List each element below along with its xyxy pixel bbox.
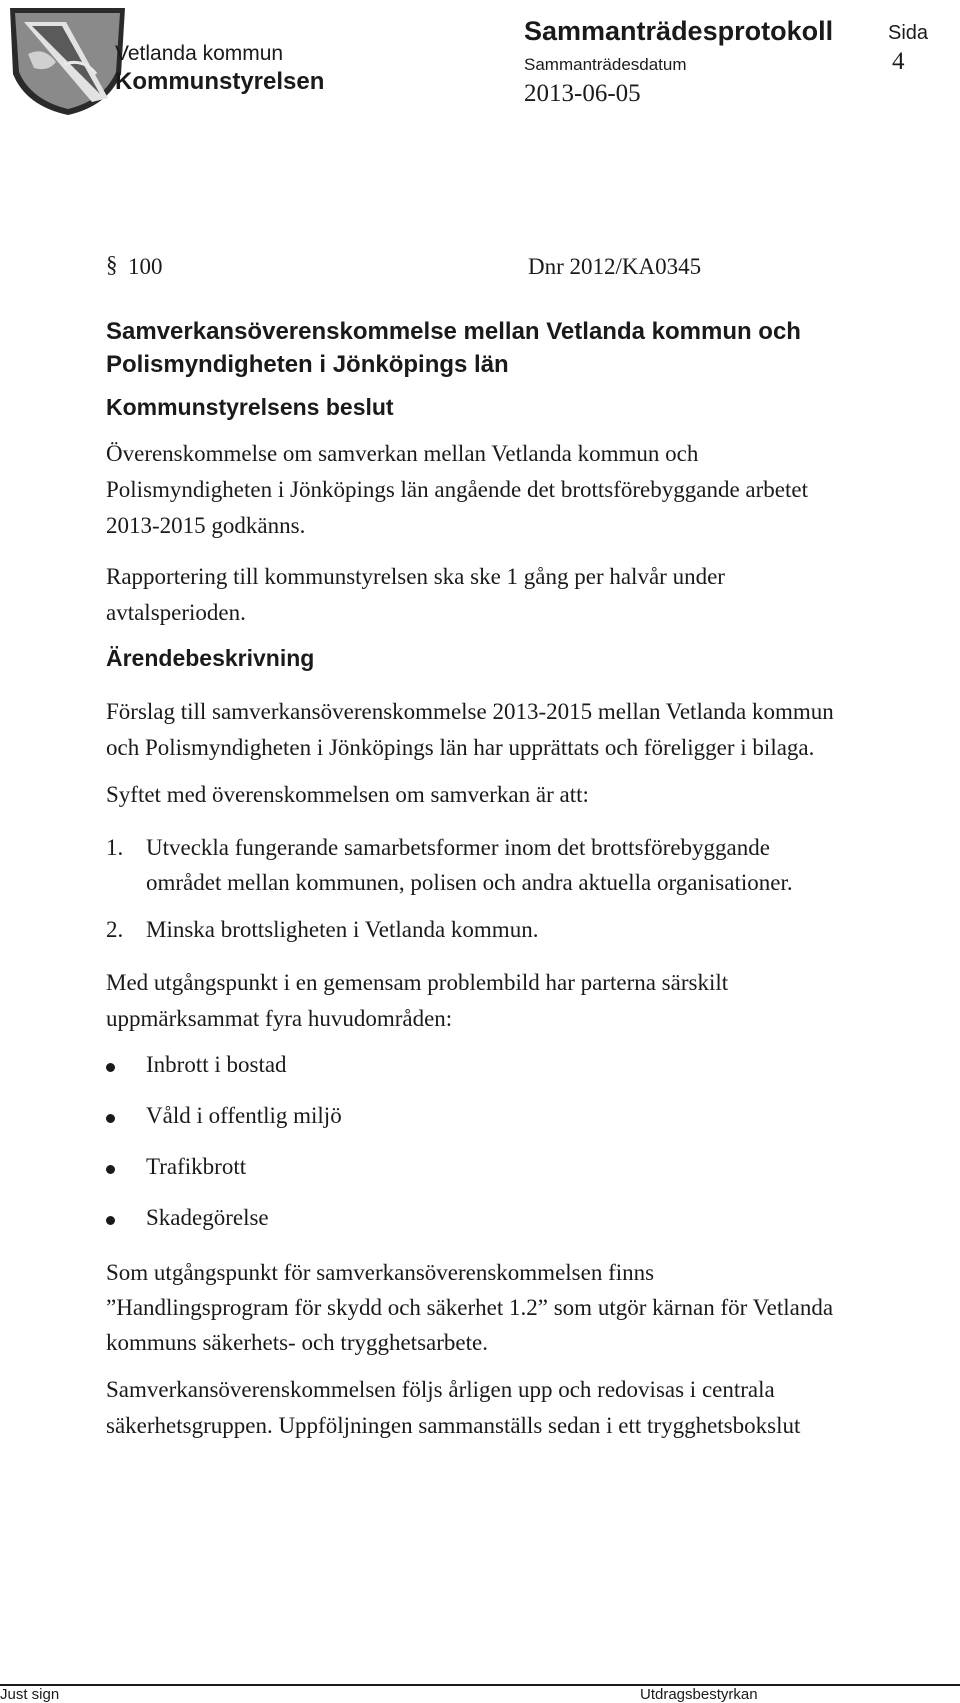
meeting-date-label: Sammanträdesdatum	[524, 55, 687, 74]
reporting-line-2: avtalsperioden.	[106, 600, 246, 625]
subject-line-2: Polismyndigheten i Jönköpings län	[106, 351, 509, 378]
board-name: Kommunstyrelsen	[115, 68, 325, 95]
page-label: Sida	[888, 22, 929, 44]
decision-line-2: Polismyndigheten i Jönköpings län angående det brottsförebyggande arbetet	[106, 477, 808, 502]
focus-area-item: Skadegörelse	[146, 1205, 269, 1230]
proposal-line-2: och Polismyndigheten i Jönköpings län har upprättats och föreligger i bilaga.	[106, 735, 815, 760]
decision-heading: Kommunstyrelsens beslut	[106, 394, 394, 420]
followup-line-2: säkerhetsgruppen. Uppföljningen sammanställs sedan i ett trygghetsbokslut	[106, 1413, 801, 1438]
case-number: Dnr 2012/KA0345	[528, 254, 702, 279]
focus-area-item: Trafikbrott	[146, 1154, 247, 1179]
purpose-item-2-line-1: Minska brottsligheten i Vetlanda kommun.	[146, 917, 539, 942]
purpose-item-2-number: 2.	[106, 917, 124, 942]
basis-line-3: kommuns säkerhets- och trygghetsarbete.	[106, 1330, 488, 1355]
subject-line-1: Samverkansöverenskommelse mellan Vetlanda kommun och	[106, 318, 801, 345]
reporting-line-1: Rapportering till kommunstyrelsen ska ske 1 gång per halvår under	[106, 564, 725, 589]
decision-line-1: Överenskommelse om samverkan mellan Vetlanda kommun och	[106, 441, 699, 466]
footer-signature-label: Just sign	[0, 1686, 60, 1703]
focus-area-item: Inbrott i bostad	[146, 1052, 287, 1077]
bullet-icon	[106, 1165, 115, 1174]
purpose-item-1-line-1: Utveckla fungerande samarbetsformer inom det brottsförebyggande	[146, 835, 770, 860]
followup-line-1: Samverkansöverenskommelsen följs årligen upp och redovisas i centrala	[106, 1377, 775, 1402]
bullet-icon	[106, 1216, 115, 1225]
paragraph-sign: §	[106, 252, 118, 277]
focus-intro-line-1: Med utgångspunkt i en gemensam problembild har parterna särskilt	[106, 970, 729, 995]
focus-intro-line-2: uppmärksammat fyra huvudområden:	[106, 1006, 453, 1031]
bullet-icon	[106, 1063, 115, 1072]
description-heading: Ärendebeskrivning	[106, 645, 315, 671]
municipality-name: Vetlanda kommun	[115, 42, 284, 65]
purpose-item-1-number: 1.	[106, 835, 124, 860]
municipal-crest-logo	[4, 2, 131, 119]
page-number: 4	[892, 48, 905, 75]
proposal-line-1: Förslag till samverkansöverenskommelse 2013-2015 mellan Vetlanda kommun	[106, 699, 834, 724]
footer-certification-label: Utdragsbestyrkan	[640, 1686, 758, 1703]
basis-line-1: Som utgångspunkt för samverkansöverenskommelsen finns	[106, 1260, 655, 1285]
bullet-icon	[106, 1114, 115, 1123]
purpose-intro: Syftet med överenskommelsen om samverkan är att:	[106, 782, 589, 807]
decision-line-3: 2013-2015 godkänns.	[106, 513, 306, 538]
document-title: Sammanträdesprotokoll	[524, 16, 834, 46]
meeting-date: 2013-06-05	[524, 80, 641, 107]
focus-area-item: Våld i offentlig miljö	[146, 1103, 342, 1128]
basis-line-2: ”Handlingsprogram för skydd och säkerhet 1.2” som utgör kärnan för Vetlanda	[106, 1295, 834, 1320]
purpose-item-1-line-2: området mellan kommunen, polisen och andra aktuella organisationer.	[146, 870, 793, 895]
footer-divider	[0, 1684, 960, 1686]
paragraph-number: 100	[128, 254, 163, 279]
